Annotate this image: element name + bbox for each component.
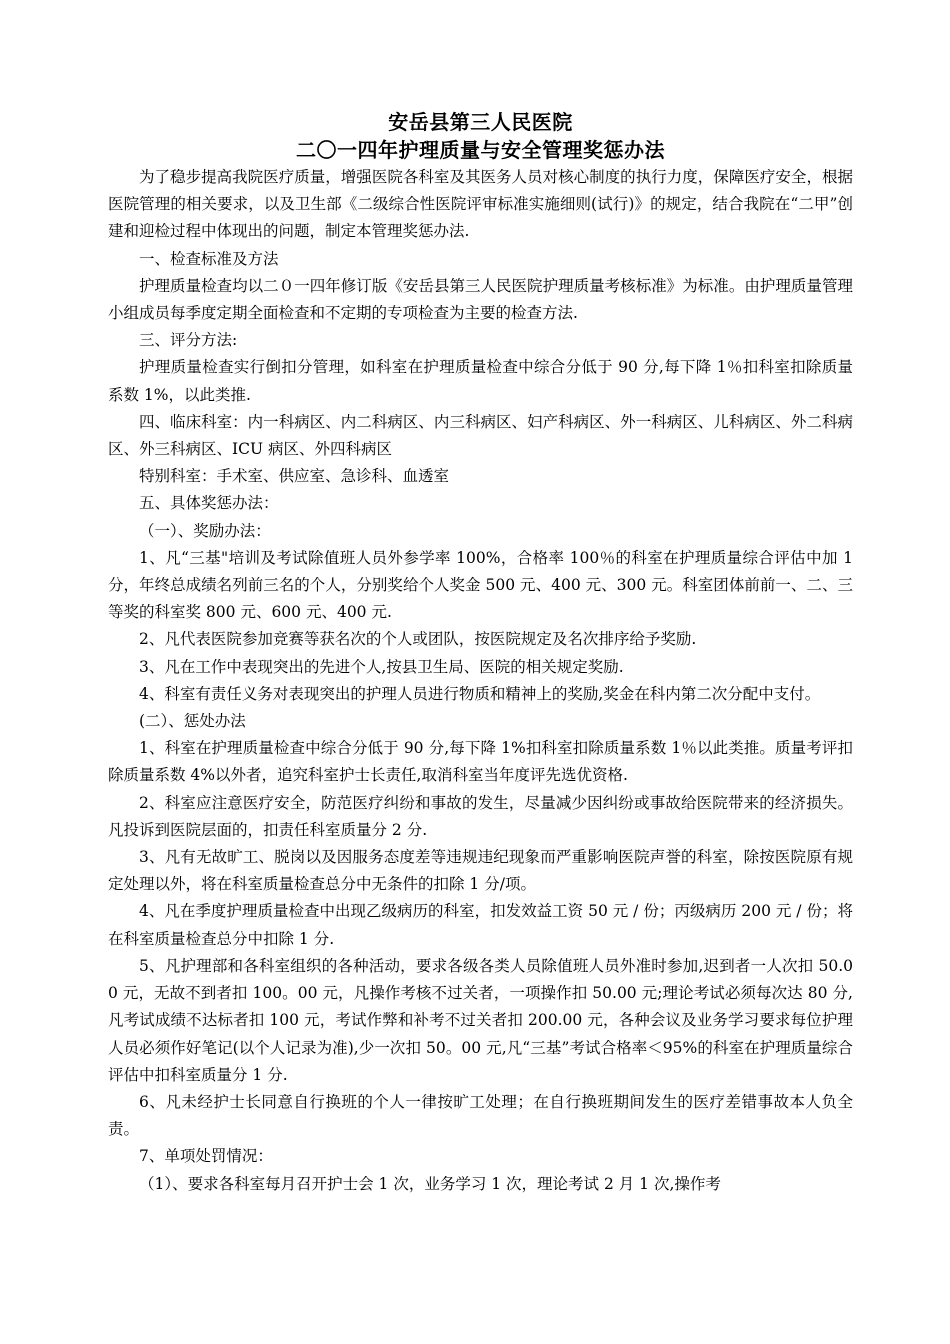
body-paragraph: 护理质量检查均以二０一四年修订版《安岳县第三人民医院护理质量考核标准》为标准。由护理质量管理小组成员每季度定期全面检查和不定期的专项检查为主要的检查方法. [108, 276, 853, 323]
list-item: 6、凡未经护士长同意自行换班的个人一律按旷工处理；在自行换班期间发生的医疗差错事故本人负全责。 [108, 1092, 853, 1139]
list-item: （1）、要求各科室每月召开护士会 1 次，业务学习 1 次，理论考试 2 月 1 次,操作考 [139, 1174, 721, 1193]
list-item: 7、单项处罚情况： [139, 1147, 273, 1166]
list-item: 1、凡“三基"培训及考试除值班人员外参学率 100%，合格率 100％的科室在护理质量综合评估中加 1 分，年终总成绩名列前三名的个人，分别奖给个人奖金 500 元、400 元、300 元。科室团体前前一、二、三等奖的科室奖 800 元、600 元、400 元. [108, 548, 853, 622]
subsection-heading: （一）、奖励办法： [139, 521, 271, 540]
hospital-name-title: 安岳县第三人民医院 [388, 110, 573, 134]
section-heading: 五、具体奖惩办法： [139, 494, 279, 513]
list-item: 3、凡有无故旷工、脱岗以及因服务态度差等违规违纪现象而严重影响医院声誉的科室，除按医院原有规定处理以外，将在科室质量检查总分中无条件的扣除 1 分/项。 [108, 848, 853, 894]
document-page [108, 108, 853, 1198]
list-item: 1、科室在护理质量检查中综合分低于 90 分,每下降 1%扣科室扣除质量系数 1％以此类推。质量考评扣除质量系数 4%以外者，追究科室护士长责任,取消科室当年度评先选优资格. [108, 739, 853, 785]
body-paragraph: 四、临床科室：内一科病区、内二科病区、内三科病区、妇产科病区、外一科病区、儿科病区、外二科病区、外三科病区、ICU 病区、外四科病区 [108, 412, 853, 459]
list-item: 4、科室有责任义务对表现突出的护理人员进行物质和精神上的奖励,奖金在科内第二次分配中支付。 [139, 684, 821, 703]
section-heading: 三、评分方法: [139, 331, 238, 350]
list-item: 5、凡护理部和各科室组织的各种活动，要求各级各类人员除值班人员外准时参加,迟到者一人次扣 50.00 元，无故不到者扣 100。00 元，凡操作考核不过关者，一项操作扣 50.00 元;理论考试必须每次达 80 分,凡考试成绩不达标者扣 100 元，考试作弊和补考不过关者扣 200.00 元，各种会议及业务学习要求每位护理人员必须作好笔记(以个人记录为准),少一次扣 50。00 元,凡“三基”考试合格率＜95%的科室在护理质量综合评估中扣科室质量分 1 分. [108, 956, 853, 1084]
list-item: 3、凡在工作中表现突出的先进个人,按县卫生局、医院的相关规定奖励. [139, 657, 624, 676]
body-paragraph: 特别科室：手术室、供应室、急诊科、血透室 [139, 467, 450, 486]
list-item: 4、凡在季度护理质量检查中出现乙级病历的科室，扣发效益工资 50 元 / 份；丙级病历 200 元 / 份；将在科室质量检查总分中扣除 1 分. [108, 902, 853, 948]
list-item: 2、科室应注意医疗安全，防范医疗纠纷和事故的发生，尽量减少因纠纷或事故给医院带来的经济损失。凡投诉到医院层面的，扣责任科室质量分 2 分. [108, 793, 853, 839]
intro-paragraph: 为了稳步提高我院医疗质量，增强医院各科室及其医务人员对核心制度的执行力度，保障医疗安全，根据医院管理的相关要求，以及卫生部《二级综合性医院评审标准实施细则(试行)》的规定，结合我院在“二甲”创建和迎检过程中体现出的问题，制定本管理奖惩办法. [108, 168, 853, 241]
regulation-title: 二〇一四年护理质量与安全管理奖惩办法 [296, 138, 665, 162]
body-paragraph: 护理质量检查实行倒扣分管理，如科室在护理质量检查中综合分低于 90 分,每下降 1％扣科室扣除质量系数 1%，以此类推. [108, 358, 853, 404]
subsection-heading: (二）、惩处办法 [139, 712, 246, 731]
section-heading: 一、检查标准及方法 [139, 249, 279, 268]
list-item: 2、凡代表医院参加竞赛等获名次的个人或团队，按医院规定及名次排序给予奖励. [139, 630, 697, 649]
